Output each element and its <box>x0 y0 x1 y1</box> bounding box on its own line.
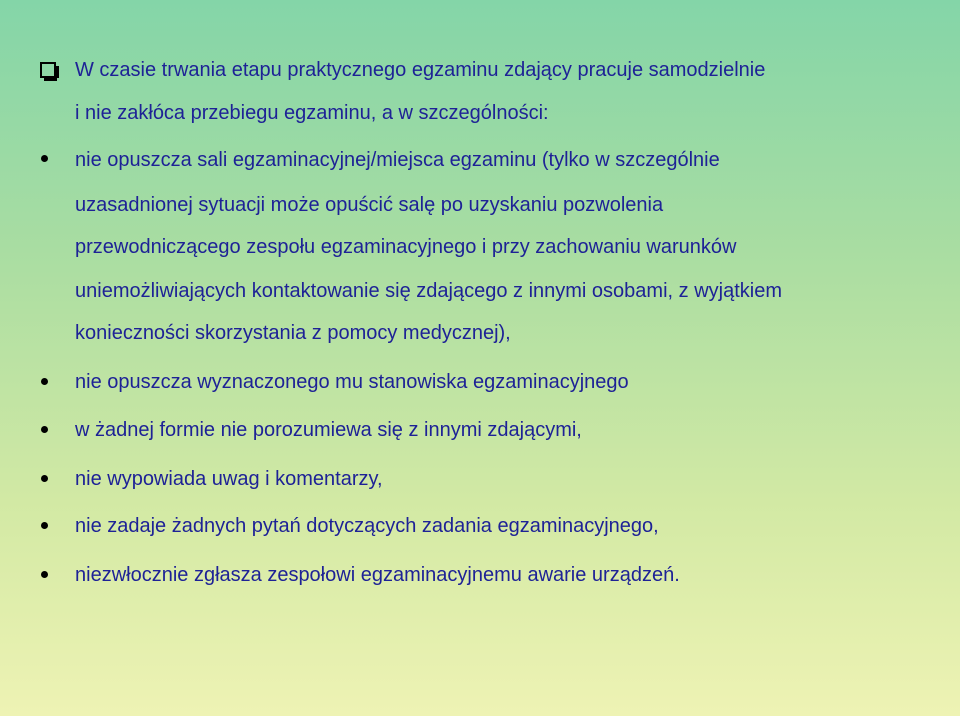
checkbox-icon <box>40 62 56 78</box>
list-item-line: w żadnej formie nie porozumiewa się z innymi zdającymi, <box>75 419 582 441</box>
list-item-line: przewodniczącego zespołu egzaminacyjnego i przy zachowaniu warunków <box>75 236 737 258</box>
bullet-icon <box>41 378 48 385</box>
bullet-icon <box>41 522 48 529</box>
bullet-icon <box>41 475 48 482</box>
list-item-line: nie wypowiada uwag i komentarzy, <box>75 468 383 490</box>
bullet-icon <box>41 571 48 578</box>
intro-line: i nie zakłóca przebiegu egzaminu, a w szczególności: <box>75 102 549 124</box>
list-item-line: uzasadnionej sytuacji może opuścić salę po uzyskaniu pozwolenia <box>75 194 664 216</box>
bullet-icon <box>41 155 48 162</box>
bullet-icon <box>41 426 48 433</box>
list-item-line: nie opuszcza sali egzaminacyjnej/miejsca egzaminu (tylko w szczególnie <box>75 149 720 171</box>
list-item-line: nie opuszcza wyznaczonego mu stanowiska egzaminacyjnego <box>75 371 629 393</box>
list-item-line: niezwłocznie zgłasza zespołowi egzaminacyjnemu awarie urządzeń. <box>75 564 680 586</box>
list-item-line: uniemożliwiających kontaktowanie się zdającego z innymi osobami, z wyjątkiem <box>75 280 782 302</box>
list-item-line: nie zadaje żadnych pytań dotyczących zadania egzaminacyjnego, <box>75 515 659 537</box>
intro-line: W czasie trwania etapu praktycznego egzaminu zdający pracuje samodzielnie <box>75 59 766 81</box>
list-item-line: konieczności skorzystania z pomocy medycznej), <box>75 322 511 344</box>
